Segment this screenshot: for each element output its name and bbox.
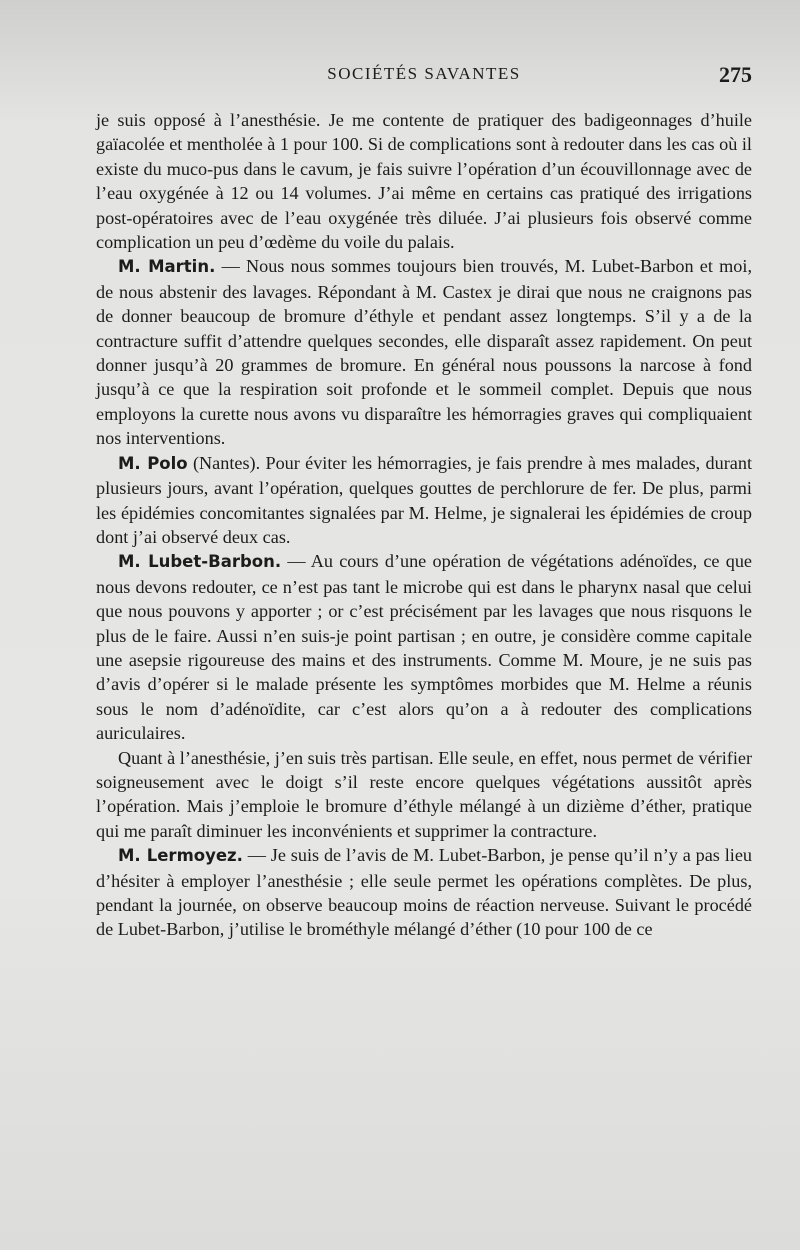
paragraph-text: — Au cours d’une opération de végétations adénoïdes, ce que nous devons redouter, ce n’est pas tant le microbe qui est dans le pharynx nasal que celui que nous pouvons y apporter ; or c’est précisément par les lavages que nous risquons le plus de le faire. Aussi n’en suis-je point partisan ; en outre, je considère comme capitale une asepsie rigoureuse des mains et des instruments. Comme M. Moure, je ne suis pas d’avis d’opérer si le malade présente les symptômes morbides que M. Helme a réunis sous le nom d’adénoïdite, car c’est alors qu’on a à redouter des complications auriculaires.: [96, 551, 752, 744]
speaker-name: M. Lermoyez.: [118, 846, 243, 866]
running-head: SOCIÉTÉS SAVANTES: [327, 64, 521, 83]
paragraph-anesthesia: [96, 746, 752, 844]
speaker-name: M. Martin.: [118, 257, 216, 277]
paragraph-text: Quant à l’anesthésie, j’en suis très partisan. Elle seule, en effet, nous permet de vérifier soigneusement avec le doigt s’il reste encore quelques végétations aussitôt après l’opération. Mais j’emploie le bromure d’éthyle mélangé à un dizième d’éther, pratique qui me paraît diminuer les inconvénients et supprimer la contracture.: [96, 747, 752, 841]
speaker-name: M. Polo: [118, 453, 188, 473]
speaker-name: M. Lubet-Barbon.: [118, 552, 282, 572]
page-body: [96, 108, 752, 942]
paragraph-text: je suis opposé à l’anesthésie. Je me contente de pratiquer des badigeonnages d’huile gaïacolée et mentholée à 1 pour 100. Si de complications sont à redouter dans les cas où il existe du muco-pus dans le cavum, je fais suivre l’opération d’un écouvillonnage avec de l’eau oxygénée à 12 ou 14 volumes. J’ai même en certains cas pratiqué des irrigations post-opératoires avec de l’eau oxygénée très diluée. J’ai plusieurs fois observé comme complication un peu d’œdème du voile du palais.: [96, 110, 752, 253]
paragraph-polo: [96, 451, 752, 550]
paragraph-text: (Nantes). Pour éviter les hémorragies, je fais prendre à mes malades, durant plusieurs jours, avant l’opération, quelques gouttes de perchlorure de fer. De plus, parmi les épidémies concomitantes signalées par M. Helme, je signalerai les épidémies de croup dont j’ai observé deux cas.: [96, 452, 752, 547]
paragraph-lubet-barbon: [96, 549, 752, 745]
paragraph-martin: [96, 254, 752, 450]
paragraph-text: — Nous nous sommes toujours bien trouvés, M. Lubet-Barbon et moi, de nous abstenir des lavages. Répondant à M. Castex je dirai que nous ne craignons pas de donner beaucoup de bromure d’éthyle et pendant assez longtemps. S’il y a de la contracture suffit d’attendre quelques secondes, elle disparaît assez rapidement. On peut donner jusqu’à 20 grammes de bromure. En général nous poussons la narcose à fond jusqu’à ce que la respiration soit profonde et le sommeil complet. Depuis que nous employons la curette nous avons vu disparaître les hémorragies graves qui compliquaient nos interventions.: [96, 256, 752, 449]
page-header: [96, 64, 752, 94]
paragraph-text: — Je suis de l’avis de M. Lubet-Barbon, je pense qu’il n’y a pas lieu d’hésiter à employer l’anesthésie ; elle seule permet les opérations complètes. De plus, pendant la journée, on observe beaucoup moins de réaction nerveuse. Suivant le procédé de Lubet-Barbon, j’utilise le brométhyle mélangé d’éther (10 pour 100 de ce: [96, 845, 752, 940]
paragraph-continuation: [96, 108, 752, 254]
page-number: 275: [719, 62, 752, 87]
paragraph-lermoyez: [96, 843, 752, 942]
